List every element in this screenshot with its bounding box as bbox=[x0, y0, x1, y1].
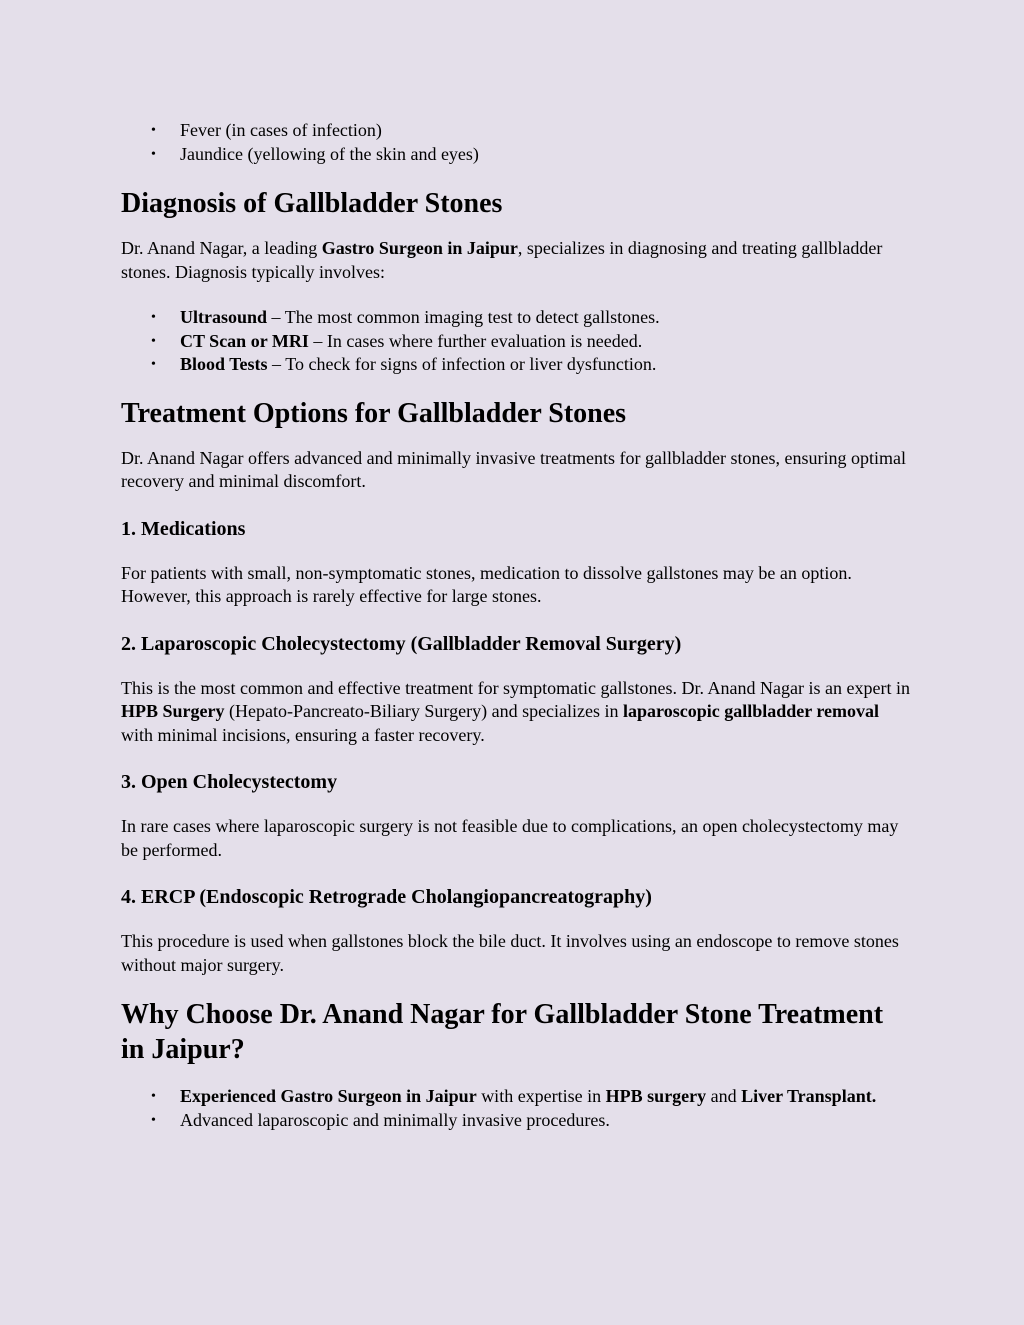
list-item: • Blood Tests – To check for signs of infection or liver dysfunction. bbox=[121, 353, 911, 377]
symptoms-list bbox=[121, 119, 911, 166]
document-page bbox=[121, 119, 911, 1132]
bullet-icon: • bbox=[151, 333, 156, 349]
laparoscopic-heading: 2. Laparoscopic Cholecystectomy (Gallbladder Removal Surgery) bbox=[121, 632, 682, 655]
treatment-intro: Dr. Anand Nagar offers advanced and minimally invasive treatments for gallbladder stones, ensuring optimal recovery and minimal discomfort. bbox=[121, 447, 906, 491]
list-item-text: Jaundice (yellowing of the skin and eyes) bbox=[180, 143, 479, 164]
list-item: • Advanced laparoscopic and minimally invasive procedures. bbox=[121, 1109, 911, 1133]
laparoscopic-paragraph: This is the most common and effective treatment for symptomatic gallstones. Dr. Anand Nagar is an expert in HPB Surgery (Hepato-Pancreato-Biliary Surgery) and specializes in laparoscopic gallbladder removal with minimal incisions, ensuring a faster recovery. bbox=[121, 677, 910, 745]
bullet-icon: • bbox=[151, 146, 156, 162]
medications-heading: 1. Medications bbox=[121, 517, 246, 540]
list-item bbox=[121, 119, 911, 143]
gastro-surgeon-link-text: Gastro Surgeon in Jaipur bbox=[321, 238, 518, 258]
why-choose-list bbox=[121, 1085, 911, 1132]
open-cholecystectomy-paragraph: In rare cases where laparoscopic surgery is not feasible due to complications, an open cholecystectomy may be performed. bbox=[121, 816, 899, 860]
open-cholecystectomy-heading: 3. Open Cholecystectomy bbox=[121, 771, 338, 793]
why-choose-heading: Why Choose Dr. Anand Nagar for Gallbladder Stone Treatment in Jaipur? bbox=[121, 999, 884, 1065]
bullet-icon: • bbox=[151, 357, 156, 372]
list-item: • CT Scan or MRI – In cases where further evaluation is needed. bbox=[121, 330, 911, 354]
diagnosis-heading: Diagnosis of Gallbladder Stones bbox=[121, 188, 503, 219]
ercp-heading: 4. ERCP (Endoscopic Retrograde Cholangiopancreatography) bbox=[121, 886, 652, 908]
medications-paragraph: For patients with small, non-symptomatic stones, medication to dissolve gallstones may be an option. However, this approach is rarely effective for large stones. bbox=[121, 562, 852, 606]
list-item bbox=[121, 143, 911, 167]
treatment-heading: Treatment Options for Gallbladder Stones bbox=[121, 397, 627, 429]
bullet-icon: • bbox=[151, 1089, 156, 1104]
bullet-icon: • bbox=[151, 123, 156, 138]
bullet-icon: • bbox=[151, 310, 156, 325]
list-item: • Ultrasound – The most common imaging test to detect gallstones. bbox=[121, 306, 911, 330]
ercp-paragraph: This procedure is used when gallstones block the bile duct. It involves using an endoscope to remove stones without major surgery. bbox=[121, 931, 899, 975]
diagnosis-paragraph: Dr. Anand Nagar, a leading Gastro Surgeon in Jaipur, specializes in diagnosing and treating gallbladder stones. Diagnosis typically involves: bbox=[121, 238, 883, 282]
bullet-icon: • bbox=[151, 1112, 156, 1128]
diagnosis-list bbox=[121, 306, 911, 377]
list-item-text: Fever (in cases of infection) bbox=[180, 120, 382, 140]
list-item: • Experienced Gastro Surgeon in Jaipur with expertise in HPB surgery and Liver Transplant. bbox=[121, 1085, 911, 1109]
